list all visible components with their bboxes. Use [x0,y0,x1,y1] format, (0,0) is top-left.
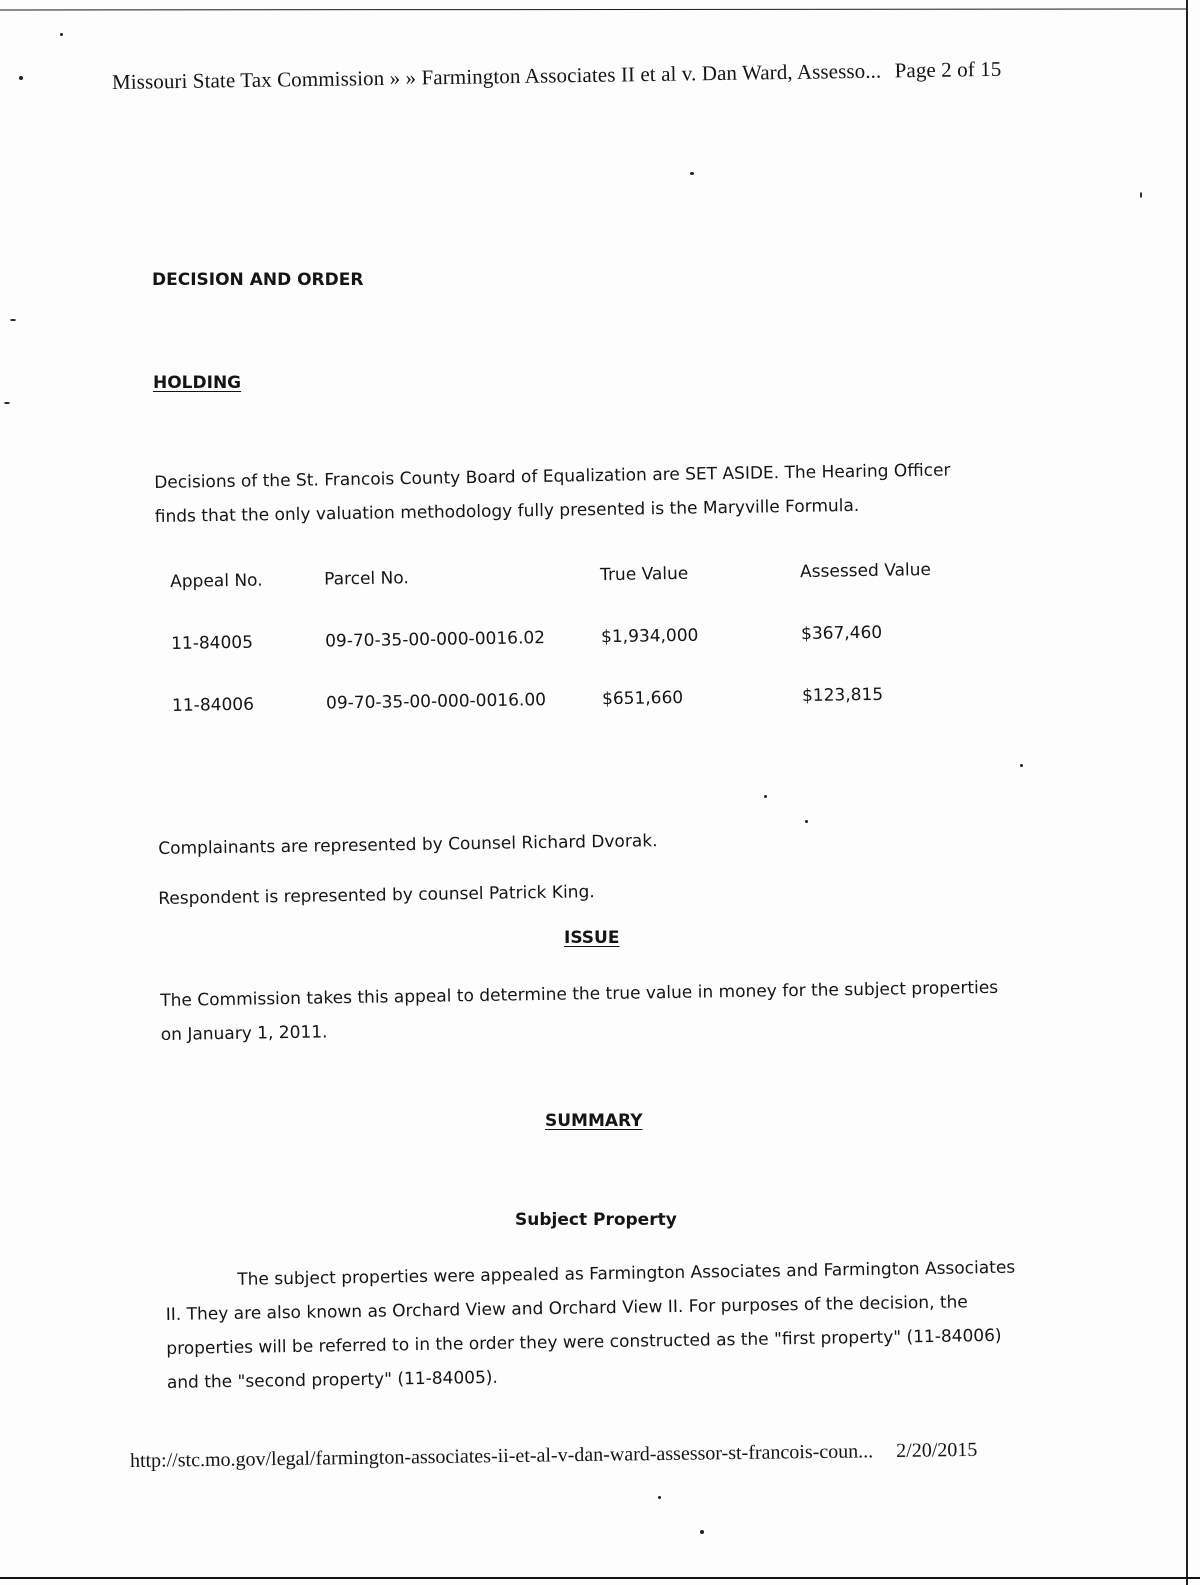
scan-speck [1020,764,1023,767]
cell-assessed-value: $123,815 [801,684,884,707]
complainants-line: Complainants are represented by Counsel Richard Dvorak. [158,831,658,859]
page-indicator: Page 2 of 15 [894,56,1002,83]
holding-line: finds that the only valuation methodology fully presented is the Maryville Formula. [154,495,860,527]
cell-parcel-no: 09-70-35-00-000-0016.00 [325,690,547,714]
cell-true-value: $1,934,000 [600,625,699,648]
scan-speck [60,33,63,36]
footer-url: http://stc.mo.gov/legal/farmington-associates-ii-et-al-v-dan-ward-assessor-st-francois-coun... [129,1440,874,1472]
issue-line: The Commission takes this appeal to determine the true value in money for the subject properties [160,977,999,1011]
column-header-true-value: True Value [599,563,689,586]
subject-property-heading: Subject Property [515,1210,677,1230]
scan-speck [690,172,694,175]
holding-paragraph [154,453,951,533]
issue-paragraph [160,971,999,1052]
values-table [168,560,932,758]
scan-border-top [0,8,1186,10]
cell-true-value: $651,660 [601,687,684,710]
scan-speck [658,1496,661,1499]
page-footer [130,1437,1090,1473]
footer-date: 2/20/2015 [896,1438,978,1462]
scan-border-right [1186,0,1188,1585]
summary-heading: SUMMARY [545,1111,643,1131]
scan-border-bottom [0,1577,1200,1579]
cell-appeal-no: 11-84005 [170,632,254,654]
column-header-appeal-no: Appeal No. [169,570,263,592]
subject-paragraph [165,1251,1017,1400]
holding-heading: HOLDING [153,373,242,393]
scan-speck [1140,192,1142,198]
subject-line: The subject properties were appealed as Farmington Associates and Farmington Associates [237,1257,1016,1290]
document-title: DECISION AND ORDER [152,270,364,290]
subject-line: and the "second property" (11-84005). [166,1367,499,1393]
cell-appeal-no: 11-84006 [171,694,255,716]
scan-speck [10,319,16,321]
scan-speck [805,820,808,823]
cell-parcel-no: 09-70-35-00-000-0016.02 [324,628,546,652]
scan-speck [700,1530,704,1534]
issue-line: on January 1, 2011. [160,1022,328,1045]
issue-heading: ISSUE [564,928,620,948]
respondent-line: Respondent is represented by counsel Patrick King. [158,882,595,909]
table-row [170,684,884,758]
page-header [112,56,1072,95]
scan-speck [764,795,767,798]
scan-speck [4,402,10,404]
header-breadcrumb: Missouri State Tax Commission » » Farmington Associates II et al v. Dan Ward, Assesso... [111,58,882,94]
cell-assessed-value: $367,460 [800,622,883,645]
scan-speck [19,76,23,80]
subject-line: properties will be referred to in the order they were constructed as the "first property" (11-84006) [166,1325,1002,1359]
column-header-assessed-value: Assessed Value [799,560,932,583]
column-header-parcel-no: Parcel No. [323,568,409,590]
holding-line: Decisions of the St. Francois County Board of Equalization are SET ASIDE. The Hearing Officer [154,460,951,493]
subject-line: II. They are also known as Orchard View and Orchard View II. For purposes of the decision, the [165,1292,968,1325]
